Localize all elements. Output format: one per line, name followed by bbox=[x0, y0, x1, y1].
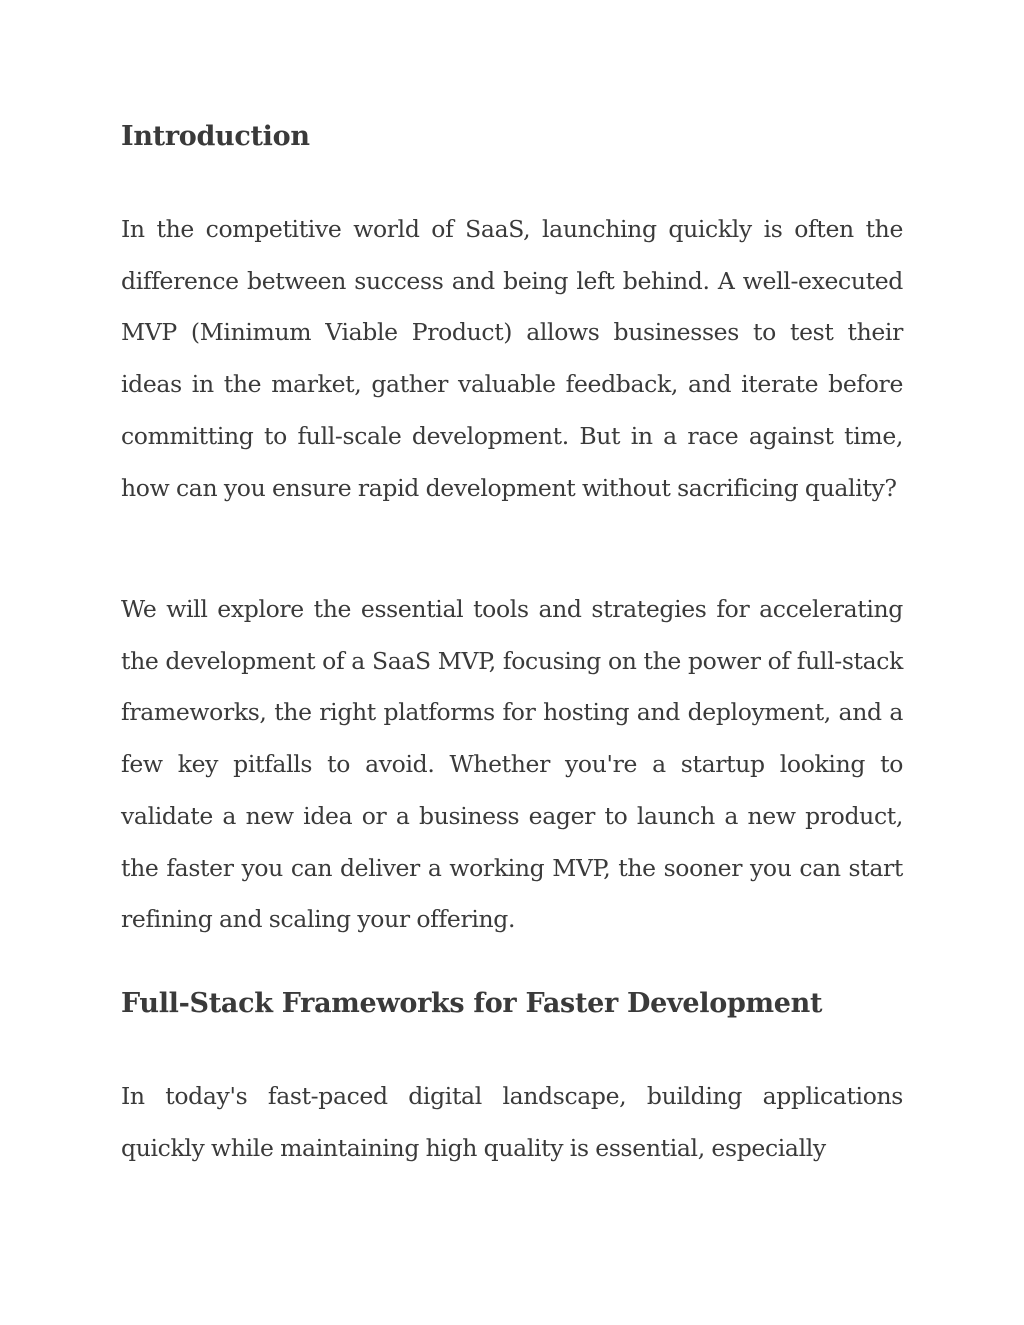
paragraph-intro-2: We will explore the essential tools and strategies for accelerating the development of a SaaS MVP, focusing on the power of full-stack frameworks, the right platforms for hosting and deployment, and a few key pitfalls to avoid. Whether you're a startup looking to validate a new idea or a business eager to launch a new product, the faster you can deliver a working MVP, the sooner you can start refining and scaling your offering. bbox=[121, 595, 903, 934]
section-heading-full-stack-frameworks: Full-Stack Frameworks for Faster Development bbox=[121, 988, 823, 1019]
paragraph-intro-1: In the competitive world of SaaS, launching quickly is often the difference between success and being left behind. A well-executed MVP (Minimum Viable Product) allows businesses to test their ideas in the market, gather valuable feedback, and iterate before committing to full-scale development. But in a race against time, how can you ensure rapid development without sacrificing quality? bbox=[121, 215, 903, 502]
paragraph-frameworks-1: In today's fast-paced digital landscape, building applications quickly while maintaining high quality is essential, especially bbox=[121, 1082, 903, 1162]
section-heading-introduction: Introduction bbox=[121, 121, 310, 152]
